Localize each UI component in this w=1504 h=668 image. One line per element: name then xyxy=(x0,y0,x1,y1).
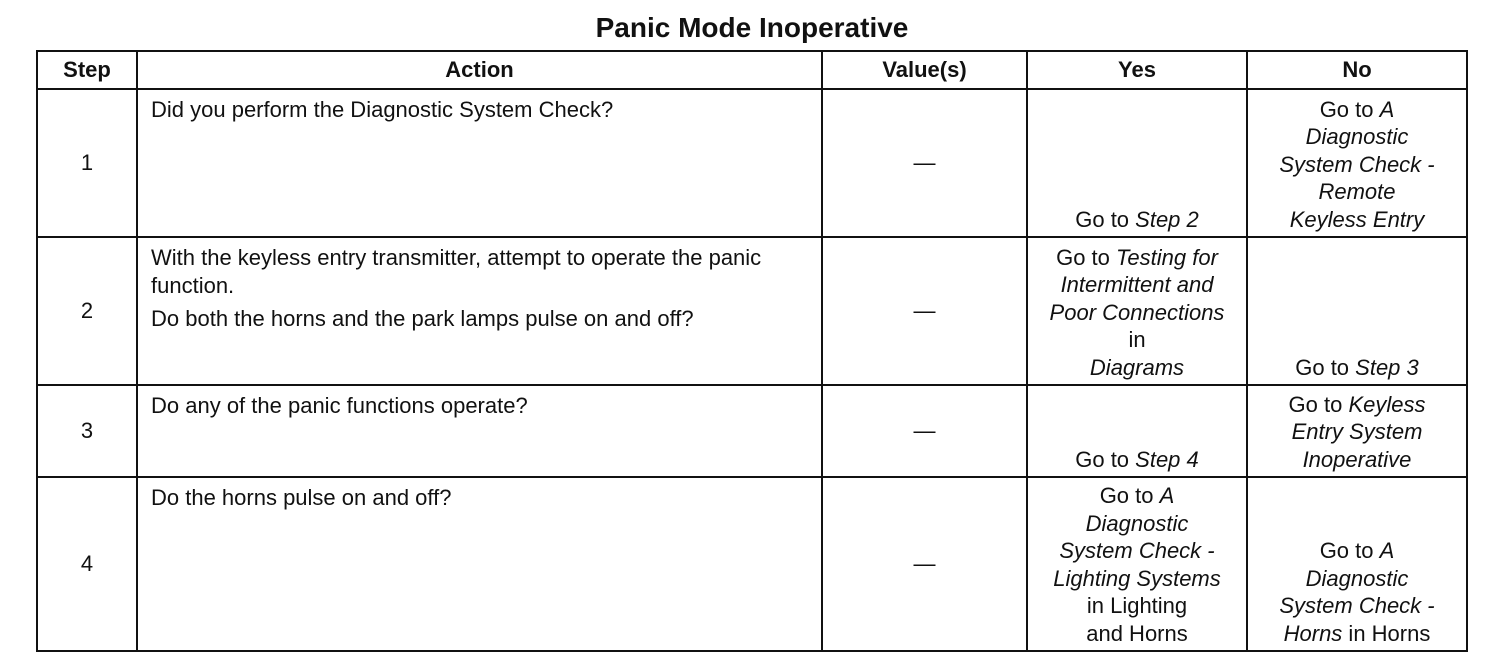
reference-text: Poor Connections xyxy=(1049,299,1225,325)
page-title: Panic Mode Inoperative xyxy=(595,12,909,43)
reference-text: Horns xyxy=(1283,620,1343,646)
action-text: Do the horns pulse on and off? xyxy=(151,485,452,510)
yes-cell xyxy=(1027,237,1247,385)
no-cell xyxy=(1247,237,1467,385)
result-line xyxy=(1248,206,1466,234)
step-number: 2 xyxy=(37,237,137,385)
result-line xyxy=(1248,178,1466,206)
action-cell xyxy=(137,385,822,477)
reference-text: Intermittent and xyxy=(1060,272,1214,297)
header-row xyxy=(37,51,1467,89)
reference-text: System Check - xyxy=(1279,593,1435,618)
value-cell: — xyxy=(822,477,1027,651)
result-line xyxy=(1028,620,1246,648)
header-values: Value(s) xyxy=(822,51,1027,89)
result-text: Go to xyxy=(1319,96,1380,122)
header-action: Action xyxy=(137,51,822,89)
yes-cell xyxy=(1027,89,1247,237)
reference-text: A xyxy=(1159,483,1175,508)
value-cell: — xyxy=(822,89,1027,237)
reference-text: Lighting Systems xyxy=(1053,565,1221,591)
result-text: Go to xyxy=(1319,538,1380,563)
action-text: Do any of the panic functions operate? xyxy=(151,393,528,418)
action-cell xyxy=(137,237,822,385)
result-line xyxy=(1028,537,1246,565)
action-cell xyxy=(137,89,822,237)
reference-text: Step 2 xyxy=(1135,206,1199,232)
result-text: in Lighting xyxy=(1086,593,1188,618)
action-text: With the keyless entry transmitter, attempt to operate the panic function. xyxy=(151,245,762,298)
step-number: 3 xyxy=(37,385,137,477)
result-text: Go to xyxy=(1288,391,1349,417)
reference-text: A xyxy=(1379,96,1395,122)
result-text: in Horns xyxy=(1342,620,1431,646)
header-no: No xyxy=(1247,51,1467,89)
value-cell: — xyxy=(822,385,1027,477)
result-line xyxy=(1248,151,1466,179)
reference-text: Entry System xyxy=(1291,419,1423,444)
reference-text: System Check - xyxy=(1279,151,1435,177)
reference-text: Step 4 xyxy=(1135,446,1199,472)
result-line xyxy=(1028,326,1246,354)
result-line xyxy=(1248,565,1466,593)
result-line xyxy=(1028,510,1246,538)
reference-text: Keyless Entry xyxy=(1289,206,1425,232)
table-row xyxy=(37,237,1467,385)
result-line xyxy=(1028,271,1246,299)
result-line xyxy=(1248,446,1466,474)
table-row xyxy=(37,385,1467,477)
result-line xyxy=(1028,592,1246,620)
reference-text: System Check - xyxy=(1059,538,1215,563)
result-line xyxy=(1248,537,1466,565)
step-number: 4 xyxy=(37,477,137,651)
result-line xyxy=(1028,565,1246,593)
result-text: Go to xyxy=(1056,244,1116,270)
reference-text: Remote xyxy=(1318,179,1396,204)
reference-text: Diagrams xyxy=(1089,354,1185,380)
result-line xyxy=(1248,354,1466,382)
result-line xyxy=(1028,206,1246,234)
no-cell xyxy=(1247,89,1467,237)
result-line xyxy=(1028,299,1246,327)
result-text: in xyxy=(1128,327,1146,352)
header-yes: Yes xyxy=(1027,51,1247,89)
result-line xyxy=(1248,391,1466,419)
result-line xyxy=(1248,96,1466,124)
reference-text: Diagnostic xyxy=(1085,510,1189,536)
diagnostic-table xyxy=(36,50,1468,652)
action-text: Did you perform the Diagnostic System Check? xyxy=(151,97,614,122)
result-text: Go to xyxy=(1075,446,1136,472)
no-cell xyxy=(1247,477,1467,651)
reference-text: Diagnostic xyxy=(1305,124,1409,149)
no-cell xyxy=(1247,385,1467,477)
result-text: Go to xyxy=(1075,206,1136,232)
reference-text: A xyxy=(1379,538,1395,563)
result-text: Go to xyxy=(1295,354,1356,380)
yes-cell xyxy=(1027,477,1247,651)
reference-text: Diagnostic xyxy=(1305,565,1409,591)
value-cell: — xyxy=(822,237,1027,385)
result-line xyxy=(1028,446,1246,474)
result-line xyxy=(1248,620,1466,648)
result-line xyxy=(1028,244,1246,272)
reference-text: Inoperative xyxy=(1302,446,1412,472)
result-line xyxy=(1248,418,1466,446)
result-text: and Horns xyxy=(1086,620,1188,646)
result-line xyxy=(1028,354,1246,382)
header-step: Step xyxy=(37,51,137,89)
reference-text: Testing for xyxy=(1116,244,1218,270)
reference-text: Step 3 xyxy=(1355,354,1419,380)
table-row xyxy=(37,477,1467,651)
table-row xyxy=(37,89,1467,237)
action-cell xyxy=(137,477,822,651)
result-line xyxy=(1028,482,1246,510)
action-question: Do both the horns and the park lamps pulse on and off? xyxy=(151,306,694,331)
result-text: Go to xyxy=(1099,483,1160,508)
result-line xyxy=(1248,592,1466,620)
reference-text: Keyless xyxy=(1348,391,1426,417)
yes-cell xyxy=(1027,385,1247,477)
step-number: 1 xyxy=(37,89,137,237)
result-line xyxy=(1248,123,1466,151)
